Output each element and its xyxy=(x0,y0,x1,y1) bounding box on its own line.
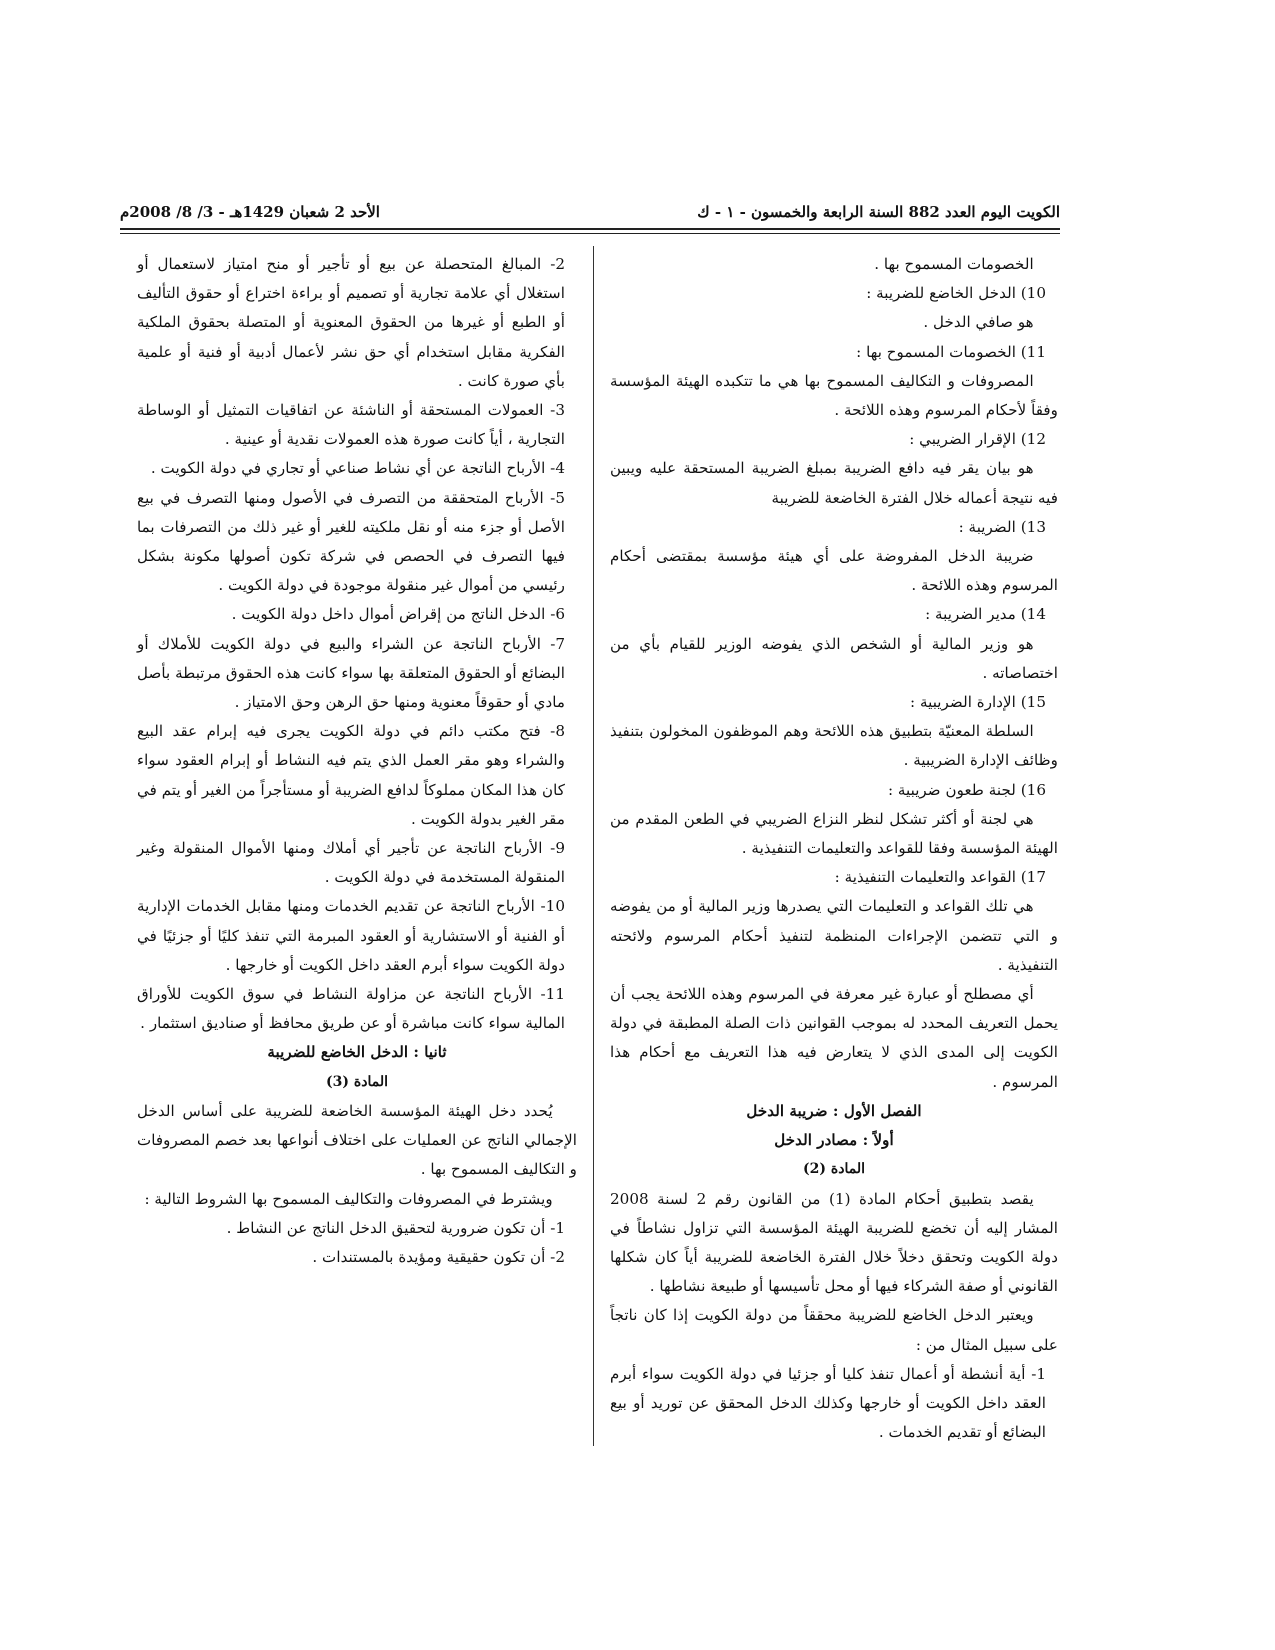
list-item: 10- الأرباح الناتجة عن تقديم الخدمات ومنها مقابل الخدمات الإدارية أو الفنية أو الاستشارية أو العقود المبرمة التي تنفذ كليًا أو جزئيًا في دولة الكويت سواء أبرم العقد داخل الكويت أو خارجها . xyxy=(137,897,565,974)
list-item: 2- المبالغ المتحصلة عن بيع أو تأجير أو منح امتياز لاستعمال أو استغلال أي علامة تجارية أو تصميم أو براءة اختراع أو حقوق التأليف أو الطبع أو غيرها من الحقوق المعنوية أو المتصلة بحقوق الملكية الفكرية مقابل استخدام أي حق نشر لأعمال أدبية أو فنية أو علمية بأي صورة كانت . xyxy=(137,255,565,390)
paragraph: المصروفات و التكاليف المسموح بها هي ما تتكبده الهيئة المؤسسة وفقاً لأحكام المرسوم وهذه اللائحة . xyxy=(610,371,1058,420)
list-item: 12) الإقرار الضريبي : xyxy=(909,430,1046,449)
section-heading: المادة (2) xyxy=(803,1161,865,1178)
list-item: 3- العمولات المستحقة أو الناشئة عن اتفاقيات التمثيل أو الوساطة التجارية ، أياً كانت صورة هذه العمولات نقدية أو عينية . xyxy=(137,401,565,449)
paragraph: هو وزير المالية أو الشخص الذي يفوضه الوزير للقيام بأي من اختصاصاته . xyxy=(610,634,1058,682)
paragraph: ويعتبر الدخل الخاضع للضريبة محققاً من دولة الكويت إذا كان ناتجاً على سبيل المثال من : xyxy=(610,1306,1058,1354)
list-item: 10) الدخل الخاضع للضريبة : xyxy=(866,284,1046,303)
section-heading: الفصل الأول : ضريبة الدخل xyxy=(746,1101,922,1120)
paragraph: يُحدد دخل الهيئة المؤسسة الخاضعة للضريبة على أساس الدخل الإجمالي الناتج عن العمليات على اختلاف أنواعها بعد خصم المصروفات و التكاليف المسموح بها . xyxy=(137,1101,577,1179)
paragraph: يقصد بتطبيق أحكام المادة (1) من القانون رقم 2 لسنة 2008 المشار إليه أن تخضع للضريبة الهيئة المؤسسة التي تزاول نشاطاً في دولة الكويت وتحقق دخلاً خلال الفترة الخاضعة للضريبة أياً كان شكلها القانوني أو صفة الشركاء فيها أو محل تأسيسها أو طبيعة نشاطها . xyxy=(610,1189,1058,1296)
header-rule xyxy=(120,228,1060,230)
list-item: 2- أن تكون حقيقية ومؤيدة بالمستندات . xyxy=(312,1247,565,1266)
list-item: 11) الخصومات المسموح بها : xyxy=(856,342,1046,361)
column-divider xyxy=(593,246,594,1446)
paragraph: هو صافي الدخل . xyxy=(923,313,1034,332)
list-item: 11- الأرباح الناتجة عن مزاولة النشاط في سوق الكويت للأوراق المالية سواء كانت مباشرة أو عن طريق محافظ أو صناديق استثمار . xyxy=(137,985,565,1033)
header-issue-info: الكويت اليوم العدد 882 السنة الرابعة والخمسون - ١ - ك xyxy=(697,203,1060,221)
list-item: 16) لجنة طعون ضريبية : xyxy=(887,780,1046,799)
section-heading: المادة (3) xyxy=(326,1073,388,1090)
paragraph: الخصومات المسموح بها . xyxy=(874,255,1034,273)
section-heading: ثانيا : الدخل الخاضع للضريبة xyxy=(267,1043,447,1062)
list-item: 17) القواعد والتعليمات التنفيذية : xyxy=(834,868,1046,887)
paragraph: هي لجنة أو أكثر تشكل لنظر النزاع الضريبي في الطعن المقدم من الهيئة المؤسسة وفقا للقواعد والتعليمات التنفيذية . xyxy=(610,809,1058,858)
list-item: 13) الضريبة : xyxy=(958,517,1046,536)
list-item: 1- أن تكون ضرورية لتحقيق الدخل الناتج عن النشاط . xyxy=(226,1218,565,1237)
list-item: 14) مدير الضريبة : xyxy=(925,605,1046,624)
list-item: 6- الدخل الناتج من إقراض أموال داخل دولة الكويت . xyxy=(231,605,565,624)
list-item: 15) الإدارة الضريبية : xyxy=(910,693,1046,712)
list-item: 8- فتح مكتب دائم في دولة الكويت يجرى فيه إبرام عقد البيع والشراء وهو مقر العمل الذي يتم فيه النشاط أو إبرام العقود سواء كان هذا المكان مملوكاً لدافع الضريبة أو مستأجراً من الغير أو يتم في مقر الغير بدولة الكويت . xyxy=(137,722,565,828)
paragraph: أي مصطلح أو عبارة غير معرفة في المرسوم وهذه اللائحة يجب أن يحمل التعريف المحدد له بموجب القوانين ذات الصلة المطبقة في دولة الكويت إلى المدى الذي لا يتعارض فيه هذا التعريف مع أحكام هذا المرسوم . xyxy=(610,985,1058,1091)
header-rule-thin xyxy=(120,233,1060,234)
paragraph: هو بيان يقر فيه دافع الضريبة بمبلغ الضريبة المستحقة عليه ويبين فيه نتيجة أعماله خلال الفترة الخاضعة للضريبة xyxy=(610,459,1058,507)
list-item: 1- أية أنشطة أو أعمال تنفذ كليا أو جزئيا في دولة الكويت سواء أبرم العقد داخل الكويت أو خارجها وكذلك الدخل المحقق عن توريد أو بيع البضائع أو تقديم الخدمات . xyxy=(610,1364,1046,1442)
list-item: 5- الأرباح المتحققة من التصرف في الأصول ومنها التصرف في بيع الأصل أو جزء منه أو نقل ملكيته للغير أو غير ذلك من التصرفات بما فيها التصرف في الحصص في شركة تكون أصولها مكونة بشكل رئيسي من أموال غير منقولة موجودة في دولة الكويت . xyxy=(137,488,565,595)
list-item: 4- الأرباح الناتجة عن أي نشاط صناعي أو تجاري في دولة الكويت . xyxy=(150,459,565,478)
page-header xyxy=(120,197,1060,227)
section-heading: أولاً : مصادر الدخل xyxy=(774,1131,894,1150)
paragraph: السلطة المعنيّة بتطبيق هذه اللائحة وهم الموظفون المخولون بتنفيذ وظائف الإدارة الضريبية . xyxy=(610,722,1058,770)
header-date: الأحد 2 شعبان 1429هـ - 3/ 8/ 2008م xyxy=(120,203,380,221)
left-column xyxy=(137,250,577,1272)
list-item: 9- الأرباح الناتجة عن تأجير أي أملاك ومنها الأموال المنقولة وغير المنقولة المستخدمة في دولة الكويت . xyxy=(137,839,565,887)
list-item: 7- الأرباح الناتجة عن الشراء والبيع في دولة الكويت للأملاك أو البضائع أو الحقوق المتعلقة بها سواء كانت هذه الحقوق مرتبطة بأصل مادي أو حقوقاً معنوية ومنها حق الرهن وحق الامتياز . xyxy=(137,634,565,712)
paragraph: ضريبة الدخل المفروضة على أي هيئة مؤسسة بمقتضى أحكام المرسوم وهذه اللائحة . xyxy=(610,547,1058,595)
paragraph: هي تلك القواعد و التعليمات التي يصدرها وزير المالية أو من يفوضه و التي تتضمن الإجراءات المنظمة لتنفيذ أحكام المرسوم ولائحته التنفيذية . xyxy=(610,897,1058,974)
right-column xyxy=(610,250,1058,1447)
paragraph: ويشترط في المصروفات والتكاليف المسموح بها الشروط التالية : xyxy=(144,1189,553,1208)
